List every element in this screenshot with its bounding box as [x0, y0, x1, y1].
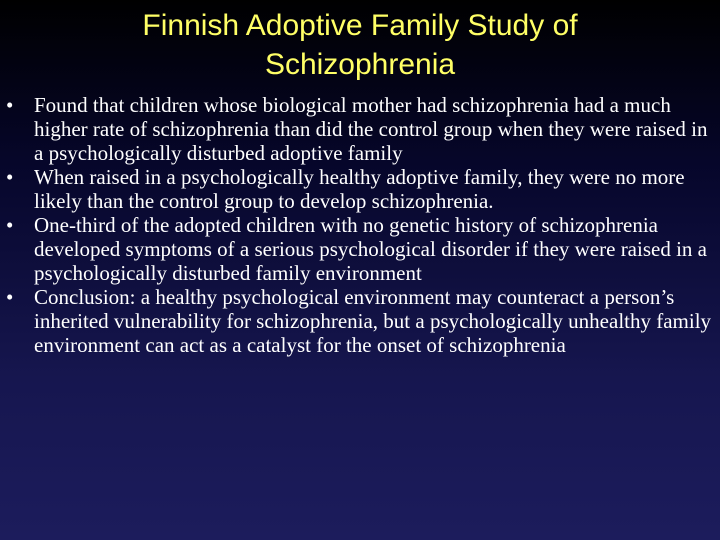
bullet-item	[0, 165, 720, 213]
bullet-list	[0, 93, 720, 357]
bullet-marker: •	[6, 285, 14, 309]
bullet-item	[0, 285, 720, 357]
slide-title: Finnish Adoptive Family Study of Schizophrenia	[142, 9, 578, 81]
bullet-text: Found that children whose biological mother had schizophrenia had a much higher rate of schizophrenia than did the control group when they were raised in a psychologically disturbed adoptive family	[34, 93, 708, 165]
bullet-marker: •	[6, 165, 14, 189]
bullet-item	[0, 213, 720, 285]
bullet-marker: •	[6, 213, 14, 237]
bullet-marker: •	[6, 93, 14, 117]
bullet-text: When raised in a psychologically healthy adoptive family, they were no more likely than the control group to develop schizophrenia.	[34, 165, 685, 213]
bullet-text: Conclusion: a healthy psychological environment may counteract a person’s inherited vulnerability for schizophrenia, but a psychologically unhealthy family environment can act as a catalyst for the onset of schizophrenia	[34, 285, 712, 357]
bullet-text: One-third of the adopted children with no genetic history of schizophrenia developed symptoms of a serious psychological disorder if they were raised in a psychologically disturbed family environment	[34, 213, 707, 285]
bullet-item	[0, 93, 720, 165]
